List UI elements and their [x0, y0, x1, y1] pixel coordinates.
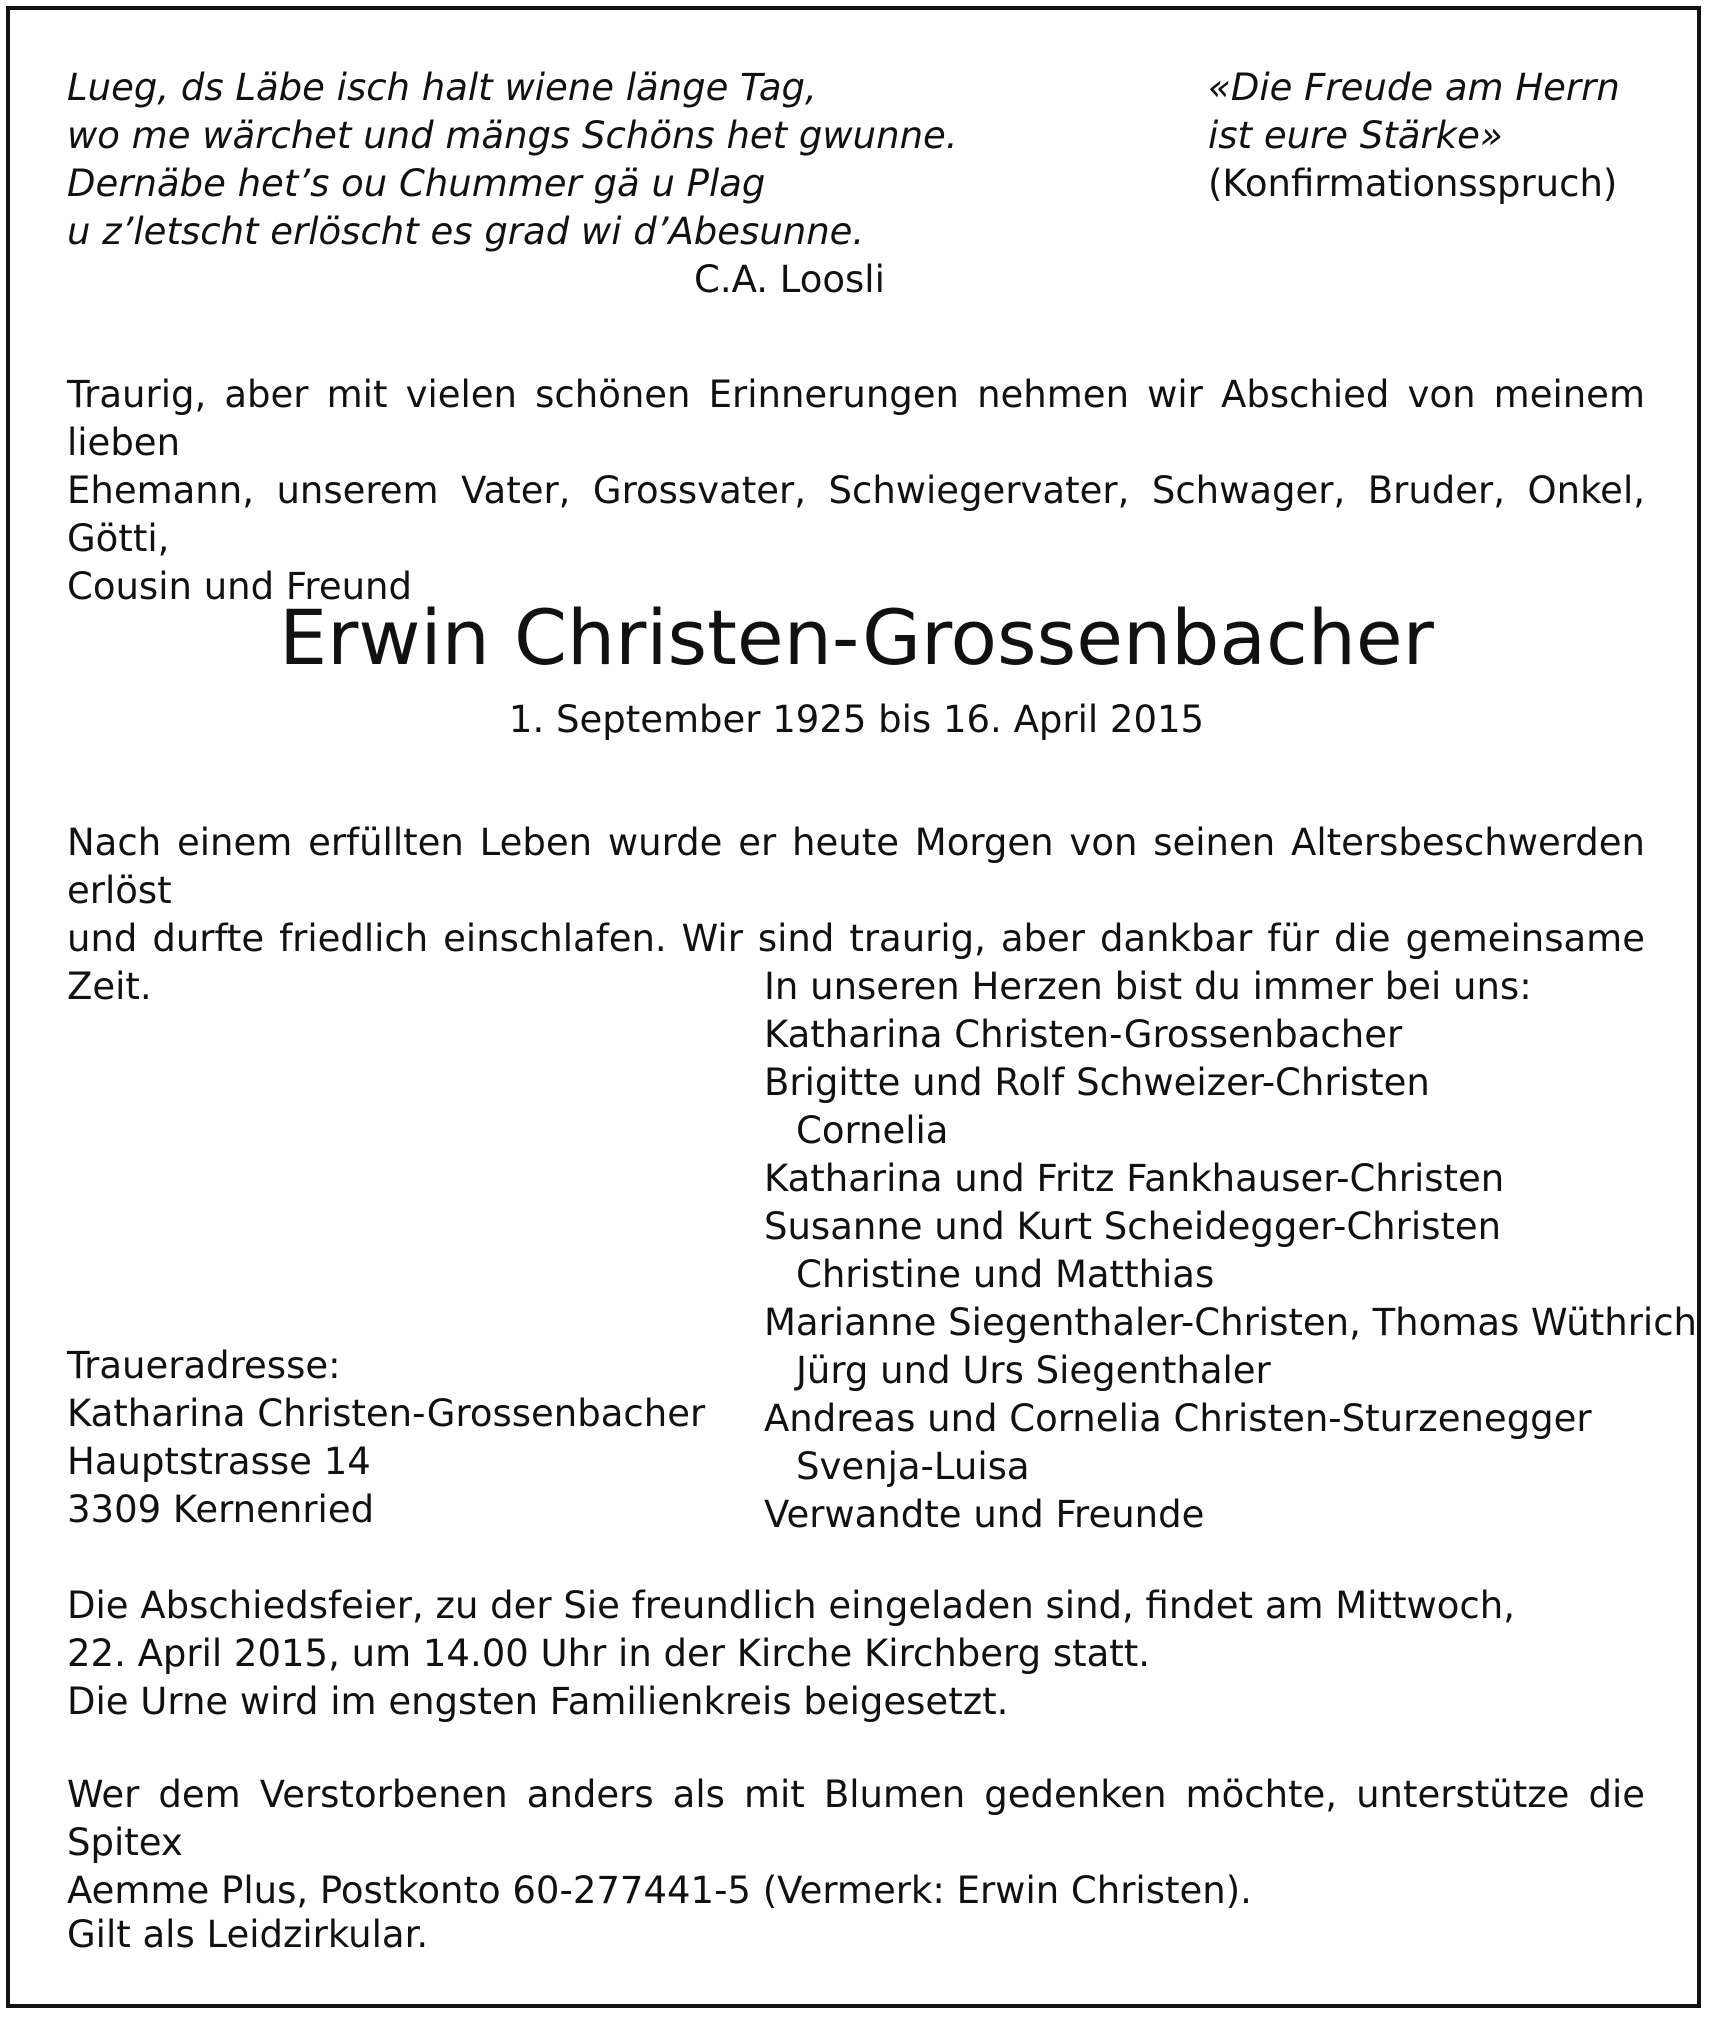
mourner-line: Susanne und Kurt Scheidegger-Christen — [764, 1205, 1502, 1248]
verse-source: (Konfirmationsspruch) — [1208, 162, 1618, 205]
closing-note: Gilt als Leidzirkular. — [67, 1913, 429, 1956]
deceased-dates: 1. September 1925 bis 16. April 2015 — [508, 698, 1205, 741]
poem-author: C.A. Loosli — [694, 258, 885, 301]
ceremony-paragraph — [67, 1582, 1515, 1726]
poem-line: u z’letscht erlöscht es grad wi d’Abesunne. — [67, 210, 865, 253]
address-label: Traueradresse: — [67, 1344, 341, 1387]
intro-line: Traurig, aber mit vielen schönen Erinnerungen nehmen wir Abschied von meinem lieben — [67, 373, 1645, 464]
donation-paragraph — [67, 1771, 1645, 1915]
donation-line: Aemme Plus, Postkonto 60-277441-5 (Vermerk: Erwin Christen). — [67, 1869, 1252, 1912]
intro-line: Cousin und Freund — [67, 565, 412, 608]
mourner-line: Svenja-Luisa — [796, 1445, 1030, 1488]
intro-paragraph — [67, 371, 1645, 611]
message-line: Nach einem erfüllten Leben wurde er heute Morgen von seinen Altersbeschwerden erlöst — [67, 821, 1645, 912]
poem — [67, 64, 958, 256]
poem-line: wo me wärchet und mängs Schöns het gwunne. — [67, 114, 958, 157]
address-street: Hauptstrasse 14 — [67, 1440, 371, 1483]
deceased-name: Erwin Christen-Grossenbacher — [279, 593, 1434, 682]
mourners-heading: In unseren Herzen bist du immer bei uns: — [764, 965, 1532, 1008]
ceremony-line: 22. April 2015, um 14.00 Uhr in der Kirche Kirchberg statt. — [67, 1632, 1151, 1675]
address-city: 3309 Kernenried — [67, 1488, 375, 1531]
mourner-line: Cornelia — [796, 1109, 949, 1152]
intro-line: Ehemann, unserem Vater, Grossvater, Schwiegervater, Schwager, Bruder, Onkel, Götti, — [67, 469, 1645, 560]
mourner-line: Andreas und Cornelia Christen-Sturzenegger — [764, 1397, 1592, 1440]
mourner-line: Verwandte und Freunde — [764, 1493, 1205, 1536]
message-line: und durfte friedlich einschlafen. Wir sind traurig, aber dankbar für die gemeinsame Zeit. — [67, 917, 1645, 1008]
mourner-line: Brigitte und Rolf Schweizer-Christen — [764, 1061, 1430, 1104]
address-name: Katharina Christen-Grossenbacher — [67, 1392, 706, 1435]
verse — [1208, 64, 1620, 208]
verse-line: «Die Freude am Herrn — [1208, 66, 1620, 109]
mourner-line: Marianne Siegenthaler-Christen, Thomas Wüthrich — [764, 1301, 1697, 1344]
poem-line: Lueg, ds Läbe isch halt wiene länge Tag, — [67, 66, 817, 109]
mourning-address — [67, 1342, 705, 1534]
mourner-line: Katharina und Fritz Fankhauser-Christen — [764, 1157, 1505, 1200]
mourners-list — [764, 963, 1697, 1539]
ceremony-line: Die Urne wird im engsten Familienkreis beigesetzt. — [67, 1680, 1009, 1723]
mourner-line: Jürg und Urs Siegenthaler — [796, 1349, 1271, 1392]
donation-line: Wer dem Verstorbenen anders als mit Blumen gedenken möchte, unterstütze die Spitex — [67, 1773, 1645, 1864]
ceremony-line: Die Abschiedsfeier, zu der Sie freundlich eingeladen sind, findet am Mittwoch, — [67, 1584, 1515, 1627]
verse-line: ist eure Stärke» — [1208, 114, 1503, 157]
poem-line: Dernäbe het’s ou Chummer gä u Plag — [67, 162, 766, 205]
mourner-line: Christine und Matthias — [796, 1253, 1215, 1296]
mourner-line: Katharina Christen-Grossenbacher — [764, 1013, 1403, 1056]
